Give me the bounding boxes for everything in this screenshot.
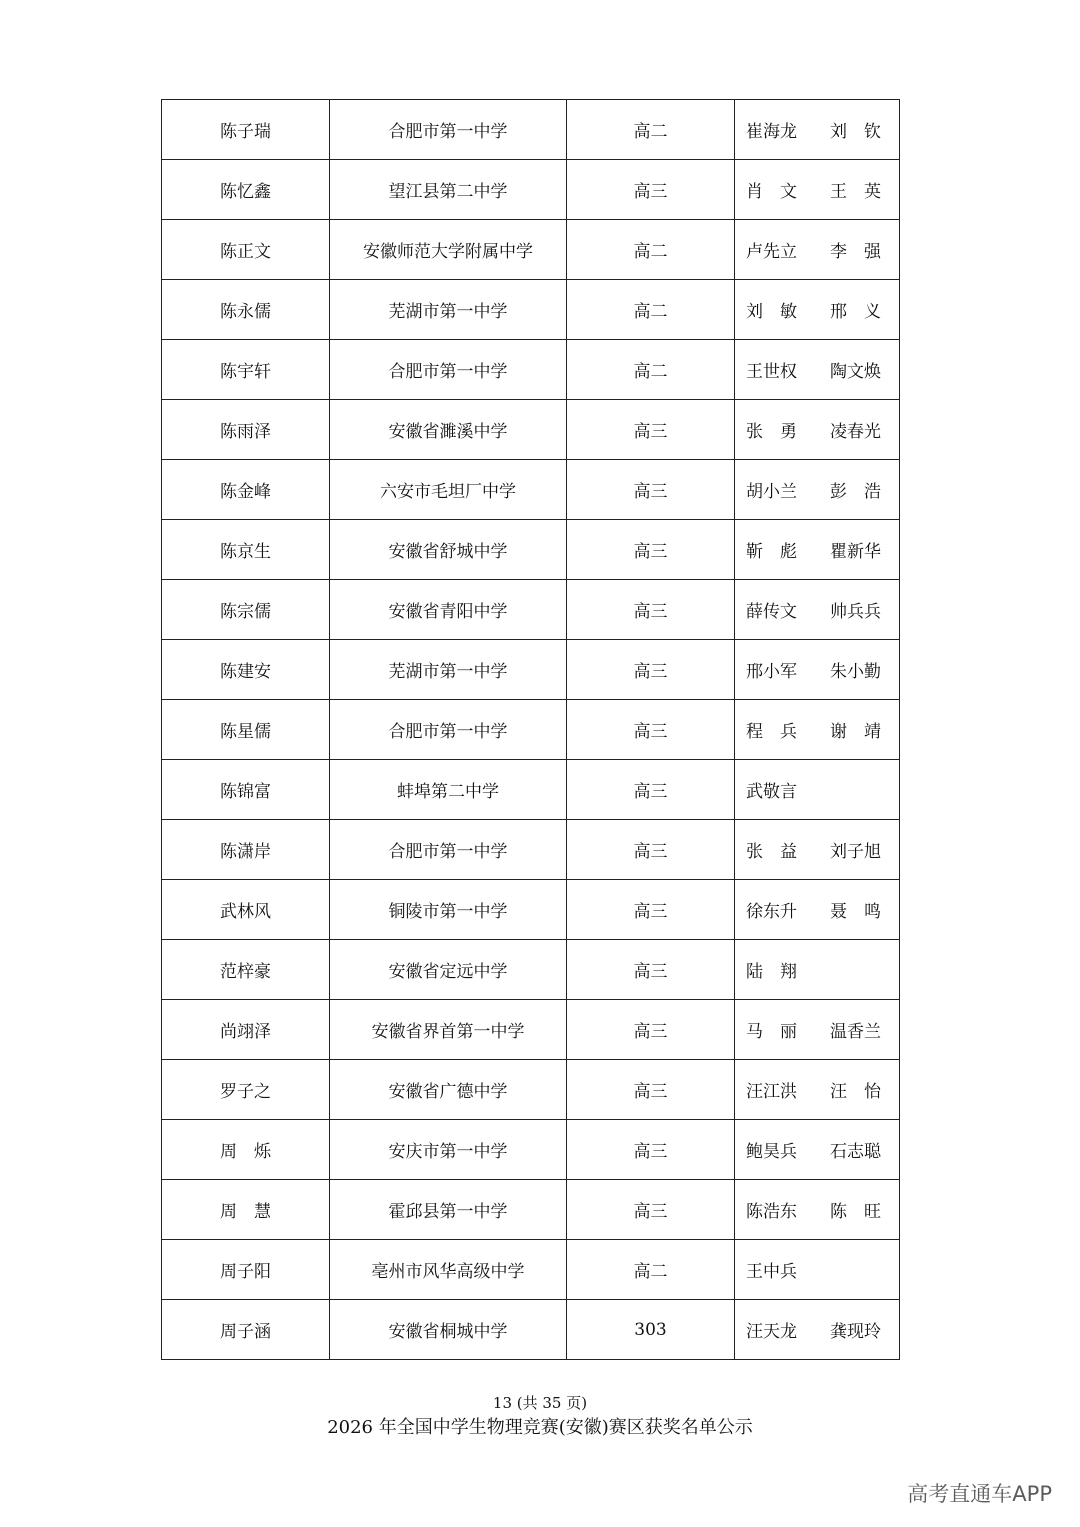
- school-name: 合肥市第一中学: [330, 340, 567, 400]
- teacher-1: 张 益: [746, 842, 797, 862]
- school-name: 安徽省定远中学: [330, 940, 567, 1000]
- teacher-1: 马 丽: [746, 1022, 797, 1042]
- student-name: 周 慧: [162, 1180, 330, 1240]
- student-name: 陈星儒: [162, 700, 330, 760]
- grade: 高三: [567, 760, 735, 820]
- school-name: 合肥市第一中学: [330, 820, 567, 880]
- grade: 高三: [567, 400, 735, 460]
- school-name: 芜湖市第一中学: [330, 280, 567, 340]
- teacher-1: 陈浩东: [746, 1202, 797, 1222]
- table-row: [162, 460, 900, 520]
- teachers-cell: [735, 820, 900, 880]
- student-name: 陈忆鑫: [162, 160, 330, 220]
- grade: 高二: [567, 1240, 735, 1300]
- teacher-1: 刘 敏: [746, 302, 797, 322]
- student-name: 周子涵: [162, 1300, 330, 1360]
- teacher-1: 徐东升: [746, 902, 797, 922]
- teacher-1: 陆 翔: [746, 962, 797, 982]
- watermark-logo: 高考直通车APP: [907, 1482, 1052, 1506]
- table-row: [162, 880, 900, 940]
- teacher-1: 邢小军: [746, 662, 797, 682]
- table-row: [162, 700, 900, 760]
- teachers-cell: [735, 1180, 900, 1240]
- grade: 高三: [567, 1000, 735, 1060]
- grade: 高三: [567, 640, 735, 700]
- table-row: [162, 1060, 900, 1120]
- teacher-1: 程 兵: [746, 722, 797, 742]
- teachers-cell: [735, 1060, 900, 1120]
- school-name: 合肥市第一中学: [330, 100, 567, 160]
- school-name: 安徽省界首第一中学: [330, 1000, 567, 1060]
- table-row: [162, 1300, 900, 1360]
- student-name: 尚翊泽: [162, 1000, 330, 1060]
- grade: 高三: [567, 580, 735, 640]
- school-name: 霍邱县第一中学: [330, 1180, 567, 1240]
- teacher-1: 薛传文: [746, 602, 797, 622]
- teacher-1: 卢先立: [746, 242, 797, 262]
- teachers-cell: [735, 1000, 900, 1060]
- teachers-cell: [735, 1240, 900, 1300]
- teacher-1: 武敬言: [746, 782, 797, 802]
- school-name: 亳州市风华高级中学: [330, 1240, 567, 1300]
- table-row: [162, 160, 900, 220]
- teacher-2: 陶文焕: [830, 362, 881, 382]
- school-name: 蚌埠第二中学: [330, 760, 567, 820]
- student-name: 陈永儒: [162, 280, 330, 340]
- grade: 高三: [567, 160, 735, 220]
- grade: 高三: [567, 520, 735, 580]
- student-name: 陈子瑞: [162, 100, 330, 160]
- teachers-cell: [735, 100, 900, 160]
- teacher-2: 谢 靖: [830, 722, 881, 742]
- teacher-1: 肖 文: [746, 182, 797, 202]
- student-name: 范梓豪: [162, 940, 330, 1000]
- teacher-1: 靳 彪: [746, 542, 797, 562]
- teacher-1: 汪江洪: [746, 1082, 797, 1102]
- student-name: 罗子之: [162, 1060, 330, 1120]
- grade: 高三: [567, 1180, 735, 1240]
- teacher-1: 胡小兰: [746, 482, 797, 502]
- award-list-body: [162, 100, 900, 1360]
- school-name: 安徽省舒城中学: [330, 520, 567, 580]
- table-row: [162, 640, 900, 700]
- grade: 高三: [567, 460, 735, 520]
- teachers-cell: [735, 160, 900, 220]
- page-number: 13 (共 35 页): [492, 1394, 588, 1412]
- table-row: [162, 1000, 900, 1060]
- teachers-cell: [735, 460, 900, 520]
- table-row: [162, 520, 900, 580]
- school-name: 安徽省桐城中学: [330, 1300, 567, 1360]
- school-name: 铜陵市第一中学: [330, 880, 567, 940]
- student-name: 陈正文: [162, 220, 330, 280]
- grade: 高二: [567, 340, 735, 400]
- teacher-2: 帅兵兵: [830, 602, 881, 622]
- student-name: 周 烁: [162, 1120, 330, 1180]
- teacher-1: 张 勇: [746, 422, 797, 442]
- grade: 高三: [567, 700, 735, 760]
- grade: 高三: [567, 940, 735, 1000]
- teacher-1: 鲍昊兵: [746, 1142, 797, 1162]
- award-list-table: [161, 99, 900, 1360]
- table-row: [162, 100, 900, 160]
- school-name: 安庆市第一中学: [330, 1120, 567, 1180]
- teacher-1: 王中兵: [746, 1262, 797, 1282]
- school-name: 安徽师范大学附属中学: [330, 220, 567, 280]
- table-row: [162, 940, 900, 1000]
- teacher-2: 王 英: [830, 182, 881, 202]
- school-name: 安徽省广德中学: [330, 1060, 567, 1120]
- teacher-2: 刘子旭: [830, 842, 881, 862]
- student-name: 陈宇轩: [162, 340, 330, 400]
- teacher-1: 崔海龙: [746, 122, 797, 142]
- teacher-2: 凌春光: [830, 422, 881, 442]
- teacher-2: 龚现玲: [830, 1322, 881, 1342]
- table-row: [162, 400, 900, 460]
- teacher-2: 陈 旺: [830, 1202, 881, 1222]
- school-name: 芜湖市第一中学: [330, 640, 567, 700]
- document-title: 2026 年全国中学生物理竞赛(安徽)赛区获奖名单公示: [327, 1417, 753, 1438]
- teachers-cell: [735, 760, 900, 820]
- table-row: [162, 1180, 900, 1240]
- teacher-1: 王世权: [746, 362, 797, 382]
- teachers-cell: [735, 1120, 900, 1180]
- teacher-2: 温香兰: [830, 1022, 881, 1042]
- student-name: 陈锦富: [162, 760, 330, 820]
- school-name: 合肥市第一中学: [330, 700, 567, 760]
- student-name: 武林风: [162, 880, 330, 940]
- table-row: [162, 220, 900, 280]
- teachers-cell: [735, 640, 900, 700]
- teacher-2: 石志聪: [830, 1142, 881, 1162]
- table-row: [162, 820, 900, 880]
- teachers-cell: [735, 580, 900, 640]
- grade: 高三: [567, 1120, 735, 1180]
- grade: 高二: [567, 100, 735, 160]
- teachers-cell: [735, 700, 900, 760]
- student-name: 陈金峰: [162, 460, 330, 520]
- teacher-2: 李 强: [830, 242, 881, 262]
- teachers-cell: [735, 220, 900, 280]
- student-name: 陈京生: [162, 520, 330, 580]
- school-name: 安徽省濉溪中学: [330, 400, 567, 460]
- teachers-cell: [735, 940, 900, 1000]
- school-name: 望江县第二中学: [330, 160, 567, 220]
- table-row: [162, 580, 900, 640]
- table-row: [162, 1240, 900, 1300]
- teacher-2: 汪 怡: [830, 1082, 881, 1102]
- teachers-cell: [735, 880, 900, 940]
- student-name: 周子阳: [162, 1240, 330, 1300]
- grade: 高三: [567, 1060, 735, 1120]
- teacher-2: 瞿新华: [830, 542, 881, 562]
- student-name: 陈宗儒: [162, 580, 330, 640]
- table-row: [162, 340, 900, 400]
- teacher-2: 聂 鸣: [830, 902, 881, 922]
- teachers-cell: [735, 340, 900, 400]
- grade: 高三: [567, 880, 735, 940]
- grade: 高二: [567, 220, 735, 280]
- table-row: [162, 280, 900, 340]
- teacher-2: 刘 钦: [830, 122, 881, 142]
- teacher-2: 邢 义: [830, 302, 881, 322]
- teachers-cell: [735, 1300, 900, 1360]
- table-row: [162, 760, 900, 820]
- teachers-cell: [735, 280, 900, 340]
- teacher-2: 朱小勤: [830, 662, 881, 682]
- teachers-cell: [735, 400, 900, 460]
- school-name: 安徽省青阳中学: [330, 580, 567, 640]
- teacher-1: 汪天龙: [746, 1322, 797, 1342]
- grade: 高二: [567, 280, 735, 340]
- grade: 303: [567, 1300, 735, 1360]
- teacher-2: 彭 浩: [830, 482, 881, 502]
- student-name: 陈雨泽: [162, 400, 330, 460]
- student-name: 陈建安: [162, 640, 330, 700]
- student-name: 陈潇岸: [162, 820, 330, 880]
- table-row: [162, 1120, 900, 1180]
- teachers-cell: [735, 520, 900, 580]
- grade: 高三: [567, 820, 735, 880]
- school-name: 六安市毛坦厂中学: [330, 460, 567, 520]
